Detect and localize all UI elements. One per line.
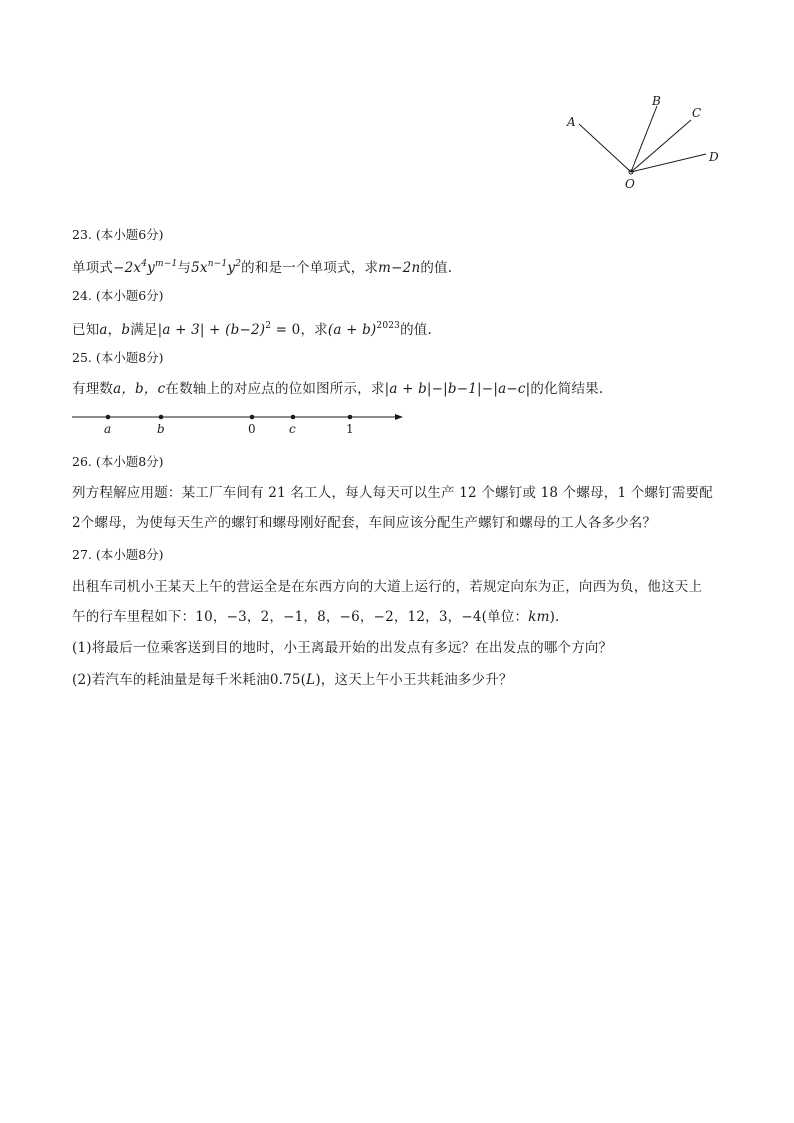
q24-m1: a [99, 322, 108, 338]
q27-line-2b: ). [549, 609, 560, 625]
q27-sub-2 [72, 671, 513, 689]
point-zero [250, 415, 255, 420]
q27-line-2a: 午的行车里程如下：10，−3，2，−1，8，−6，−2，12，3，−4(单位： [72, 609, 529, 625]
q23-s4: 2 [235, 259, 242, 269]
q27-sub-1: (1)将最后一位乘客送到目的地时，小王离最开始的出发点有多远？在出发点的哪个方向？ [72, 640, 613, 656]
q23-t4: 的值. [420, 260, 453, 276]
q24-m5: (a + b) [327, 322, 377, 338]
q23-m2: y [147, 260, 155, 276]
q23-heading: 23. (本小题6分) [72, 227, 164, 242]
q25-t3: 的化简结果. [530, 381, 604, 397]
point-b [159, 415, 164, 420]
label-b: B [652, 94, 661, 108]
q23-m5: m−2n [378, 260, 421, 276]
label-o: O [625, 177, 635, 191]
q27-line-2 [72, 608, 560, 626]
angle-figure [560, 90, 730, 195]
ray-ob [631, 106, 657, 172]
point-one [348, 415, 353, 420]
q24-t1: 已知 [72, 322, 100, 338]
q27-sub-2a: (2)若汽车的耗油量是每千米耗油0.75( [72, 672, 307, 688]
point-c [291, 415, 296, 420]
ray-oc [631, 120, 691, 172]
numberline-label-a: a [104, 422, 112, 436]
q27-line-1: 出租车司机小王某天上午的营运全是在东西方向的大道上运行的，若规定向东为正，向西为负，他这天上 [72, 579, 703, 595]
q25-m1: a，b，c [113, 381, 166, 397]
q23-text [72, 255, 452, 277]
q24-s2: 2023 [376, 321, 401, 331]
q23-t2: 与 [177, 260, 192, 276]
q23-s2: m−1 [155, 259, 178, 269]
numberline-label-c: c [289, 422, 296, 436]
label-a: A [567, 115, 576, 129]
q23-t3: 的和是一个单项式，求 [241, 260, 379, 276]
q24-heading: 24. (本小题6分) [72, 288, 164, 303]
label-d: D [709, 150, 719, 164]
q24-t3: 满足 [130, 322, 158, 338]
q23-m4: y [227, 260, 236, 276]
q23-s3: n−1 [207, 259, 228, 269]
point-a [106, 415, 111, 420]
numberline-label-zero: 0 [248, 422, 256, 436]
q26-heading: 26. (本小题8分) [72, 454, 164, 469]
numberline-label-b: b [157, 422, 165, 436]
q24-t4: ，求 [300, 322, 328, 338]
ray-od [631, 154, 706, 172]
numberline-label-one: 1 [346, 422, 354, 436]
q25-text [72, 380, 603, 398]
ray-oa [579, 124, 631, 172]
q24-m2: b [121, 322, 131, 338]
q27-heading: 27. (本小题8分) [72, 547, 164, 562]
q26-line-2: 2个螺母，为使每天生产的螺钉和螺母刚好配套，车间应该分配生产螺钉和螺母的工人各多少名？ [72, 515, 657, 531]
q24-m4: = 0 [271, 322, 301, 338]
number-line-arrow [395, 414, 403, 420]
q27-line-2m: km [528, 609, 550, 625]
q24-text [72, 317, 432, 339]
q24-s1: 2 [265, 321, 272, 331]
q23-m1: −2x [113, 260, 142, 276]
q24-t2: ， [107, 322, 122, 338]
q25-m2: |a + b|−|b−1|−|a−c| [384, 381, 531, 397]
q25-t1: 有理数 [72, 381, 114, 397]
q25-heading: 25. (本小题8分) [72, 350, 164, 365]
q23-m3: 5x [191, 260, 208, 276]
q24-t5: 的值. [400, 322, 433, 338]
q24-m3: |a + 3| + (b−2) [157, 322, 266, 338]
q23-t1: 单项式 [72, 260, 114, 276]
q27-sub-2b: )，这天上午小王共耗油多少升？ [315, 672, 513, 688]
q27-sub-2m: L [306, 672, 316, 688]
q23-s1: 4 [141, 259, 148, 269]
q26-line-1: 列方程解应用题：某工厂车间有 21 名工人，每人每天可以生产 12 个螺钉或 18 个螺母，1 个螺钉需要配 [72, 485, 713, 501]
label-c: C [692, 106, 702, 120]
q25-t2: 在数轴上的对应点的位如图所示，求 [165, 381, 385, 397]
number-line [68, 405, 413, 437]
